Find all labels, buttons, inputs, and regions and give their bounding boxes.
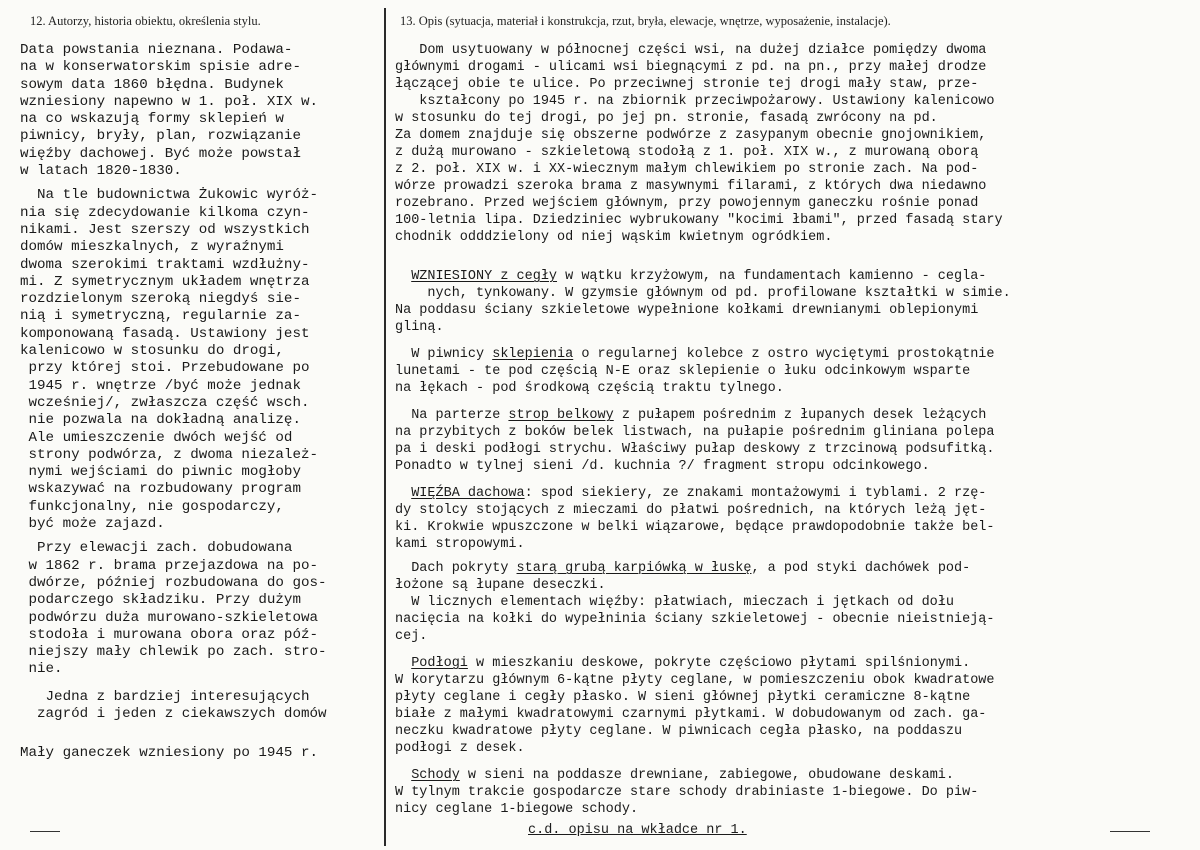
text-line: na co wskazują formy sklepień w	[20, 111, 284, 128]
text-line: pa i deski podłogi strychu. Właściwy pułap deskowy z trzcinową podsufitką.	[395, 442, 995, 457]
text-line: domów mieszkalnych, z wyraźnymi	[20, 239, 284, 256]
text-run: w sieni na poddasze drewniane, zabiegowe, obudowane deskami.	[459, 768, 954, 783]
text-line: wórze prowadzi szeroka brama z masywnymi filarami, z których dwa niedawno	[395, 179, 987, 194]
truss-details-paragraph	[395, 594, 1195, 645]
text-line: na przybitych z boków belek listwach, na pułapie pośrednim gliniana polepa	[395, 425, 995, 440]
section-12-heading: 12. Autorzy, historia obiektu, określenia stylu.	[30, 14, 261, 28]
text-line: Dom usytuowany w północnej części wsi, na dużej działce pomiędzy dwoma	[395, 43, 987, 58]
text-line: Przy elewacji zach. dobudowana	[20, 540, 293, 557]
text-line: podarczego składziku. Przy dużym	[20, 592, 301, 609]
history-column	[20, 42, 380, 763]
text-line: na łękach - pod środkową częścią traktu tylnego.	[395, 381, 784, 396]
dating-paragraph	[20, 42, 380, 180]
text-line: nie pozwala na dokładną analizę.	[20, 412, 301, 429]
text-line: gliną.	[395, 320, 444, 335]
ceiling-paragraph	[395, 407, 1195, 475]
text-line: komponowaną fasadą. Ustawiony jest	[20, 325, 310, 342]
indent	[395, 656, 411, 671]
text-line: stodoła i murowana obora oraz póź-	[20, 626, 318, 643]
text-line: więźby dachowej. Być może powstał	[20, 145, 301, 162]
text-line: Ponadto w tylnej sieni /d. kuchnia ?/ fragment stropu odcinkowego.	[395, 459, 930, 474]
text-line: Jedna z bardziej interesujących	[20, 688, 310, 705]
text-line: białe z małymi kwadratowymi czarnymi płytkami. W dobudowanym od zach. ga-	[395, 707, 987, 722]
distinction-paragraph	[20, 187, 380, 533]
walls-term: WZNIESIONY z cegły	[411, 269, 558, 284]
description-column	[395, 42, 1195, 818]
text-line: sowym data 1860 błędna. Budynek	[20, 76, 284, 93]
text-line: lunetami - te pod częścią N-E oraz sklepienie o łuku odcinkowym wsparte	[395, 364, 971, 379]
text-line: nicy ceglane 1-biegowe schody.	[395, 802, 639, 817]
column-divider	[384, 8, 386, 846]
text-run: : spod siekiery, ze znakami montażowymi i tyblami. 2 rzę-	[524, 486, 987, 501]
text-line: być może zajazd.	[20, 516, 165, 533]
bottom-rule-left	[30, 831, 60, 832]
text-line: kształcony po 1945 r. na zbiornik przeciwpożarowy. Ustawiony kalenicowo	[395, 94, 995, 109]
continuation-note	[528, 823, 747, 838]
indent	[395, 269, 411, 284]
assessment-paragraph	[20, 689, 380, 724]
floors-term: Podłogi	[411, 656, 468, 671]
text-line: strony podwórza, z dwoma niezależ-	[20, 446, 318, 463]
text-line: kalenicowo w stosunku do drogi,	[20, 343, 284, 360]
text-line: dy stolcy stojących z mieczami do płatwi pośrednich, na których leżą jęt-	[395, 503, 987, 518]
text-line: cej.	[395, 629, 428, 644]
text-line: mi. Z symetrycznym układem wnętrza	[20, 273, 310, 290]
stairs-paragraph	[395, 767, 1195, 818]
text-run: o regularnej kolebce z ostro wyciętymi prostokątnie	[573, 347, 995, 362]
text-line: przy której stoi. Przebudowane po	[20, 360, 310, 377]
text-line: neczku kwadratowe płyty ceglane. W piwnicach cegła płasko, na poddaszu	[395, 724, 963, 739]
stairs-term: Schody	[411, 768, 460, 783]
text-line: chodnik odddzielony od niej wąskim kwietnym ogródkiem.	[395, 230, 833, 245]
porch-note	[20, 745, 380, 762]
extension-paragraph	[20, 540, 380, 678]
continuation-text: c.d. opisu na wkładce nr 1.	[528, 823, 747, 838]
text-line: nia się zdecydowanie kilkoma czyn-	[20, 204, 310, 221]
text-line: łożone są łupane deseczki.	[395, 578, 606, 593]
text-line: kami stropowymi.	[395, 537, 525, 552]
text-line: ki. Krokwie wpuszczone w belki wiązarowe, będące prawdopodobnie także bel-	[395, 520, 995, 535]
text-line: Mały ganeczek wzniesiony po 1945 r.	[20, 745, 318, 762]
text-run: , a pod styki dachówek pod-	[751, 561, 971, 576]
text-line: zagród i jeden z ciekawszych domów	[20, 705, 327, 722]
situation-paragraph	[395, 42, 1195, 246]
text-line: rozdzielonym szeroką niegdyś sie-	[20, 291, 301, 308]
text-line: W korytarzu głównym 6-kątne płyty ceglane, w pomieszczeniu obok kwadratowe	[395, 673, 995, 688]
text-run: Na parterze	[395, 408, 509, 423]
text-run: w mieszkaniu deskowe, pokryte częściowo płytami spilśnionymi.	[467, 656, 971, 671]
text-line: na w konserwatorskim spisie adre-	[20, 59, 301, 76]
text-line: w stosunku do tej drogi, po jej pn. stronie, fasadą zwrócony na pd.	[395, 111, 938, 126]
text-line: Za domem znajduje się obszerne podwórze z zasypanym obecnie gnojownikiem,	[395, 128, 987, 143]
text-run: w wątku krzyżowym, na fundamentach kamienno - cegla-	[557, 269, 987, 284]
text-line: nie.	[20, 661, 63, 678]
floors-paragraph	[395, 655, 1195, 757]
bottom-rule-right	[1110, 831, 1150, 832]
text-line: 1945 r. wnętrze /być może jednak	[20, 377, 301, 394]
text-line: z 2. poł. XIX w. i XX-wiecznym małym chlewikiem po stronie zach. Na pod-	[395, 162, 979, 177]
text-line: wskazywać na rozbudowany program	[20, 481, 301, 498]
text-line: głównymi drogami - ulicami wsi biegnącymi z pd. na pn., przy małej drodze	[395, 60, 987, 75]
roof-covering-term: starą grubą karpiówką w łuskę	[516, 561, 752, 576]
walls-paragraph	[395, 268, 1195, 336]
text-line: W tylnym trakcie gospodarcze stare schody drabiniaste 1-biegowe. Do piw-	[395, 785, 979, 800]
text-line: nikami. Jest szerszy od wszystkich	[20, 221, 310, 238]
indent	[395, 486, 411, 501]
text-line: Na poddasu ściany szkieletowe wypełnione kołkami drewnianymi oblepionymi	[395, 303, 979, 318]
text-line: podwórzu duża murowano-szkieletowa	[20, 609, 318, 626]
text-line: płyty ceglane i cegły płasko. W sieni głównej płytki ceramiczne 8-kątne	[395, 690, 971, 705]
vaults-term: sklepienia	[492, 347, 574, 362]
indent	[395, 768, 411, 783]
roof-covering-paragraph	[395, 560, 1195, 594]
text-run: z pułapem pośrednim z łupanych desek leżących	[613, 408, 987, 423]
text-line: funkcjonalny, nie gospodarczy,	[20, 498, 284, 515]
text-run: Dach pokryty	[395, 561, 517, 576]
roof-truss-term: WIĘŹBA dachowa	[411, 486, 525, 501]
text-line: wcześniej/, zwłaszcza część wsch.	[20, 394, 310, 411]
text-line: nacięcia na kołki do wypełninia ściany szkieletowej - obecnie nieistnieją-	[395, 612, 995, 627]
text-line: Na tle budownictwa Żukowic wyróż-	[20, 187, 318, 204]
text-line: z dużą murowano - szkieletową stodołą z 1. poł. XIX w., z murowaną oborą	[395, 145, 979, 160]
text-line: piwnicy, bryły, plan, rozwiązanie	[20, 128, 301, 145]
text-line: rozebrano. Przed wejściem głównym, przy powojennym ganeczku rośnie ponad	[395, 196, 979, 211]
vaults-paragraph	[395, 346, 1195, 397]
text-line: wzniesiony napewno w 1. poł. XIX w.	[20, 93, 318, 110]
text-line: podłogi z desek.	[395, 741, 525, 756]
text-line: łączącej obie te ulice. Po przeciwnej stronie tej drogi mały staw, prze-	[395, 77, 979, 92]
text-run: W piwnicy	[395, 347, 493, 362]
text-line: nych, tynkowany. W gzymsie głównym od pd. profilowane kształtki w simie.	[395, 286, 1011, 301]
text-line: nymi wejściami do piwnic mogłoby	[20, 464, 301, 481]
text-line: niejszy mały chlewik po zach. stro-	[20, 644, 327, 661]
roof-truss-paragraph	[395, 485, 1195, 553]
text-line: w 1862 r. brama przejazdowa na po-	[20, 557, 318, 574]
text-line: dwórze, później rozbudowana do gos-	[20, 574, 327, 591]
ceiling-term: strop belkowy	[508, 408, 614, 423]
text-line: w latach 1820-1830.	[20, 163, 182, 180]
text-line: 100-letnia lipa. Dziedziniec wybrukowany "kocimi łbami", przed fasadą stary	[395, 213, 1003, 228]
text-line: nią i symetryczną, regularnie za-	[20, 308, 301, 325]
section-13-heading: 13. Opis (sytuacja, materiał i konstrukcja, rzut, bryła, elewacje, wnętrze, wyposażenie, instalacje).	[400, 14, 891, 28]
text-line: Data powstania nieznana. Podawa-	[20, 42, 293, 58]
text-line: Ale umieszczenie dwóch wejść od	[20, 429, 293, 446]
text-line: dwoma szerokimi traktami wzdłużny-	[20, 256, 310, 273]
text-line: W licznych elementach więźby: płatwiach, mieczach i jętkach od dołu	[395, 595, 954, 610]
